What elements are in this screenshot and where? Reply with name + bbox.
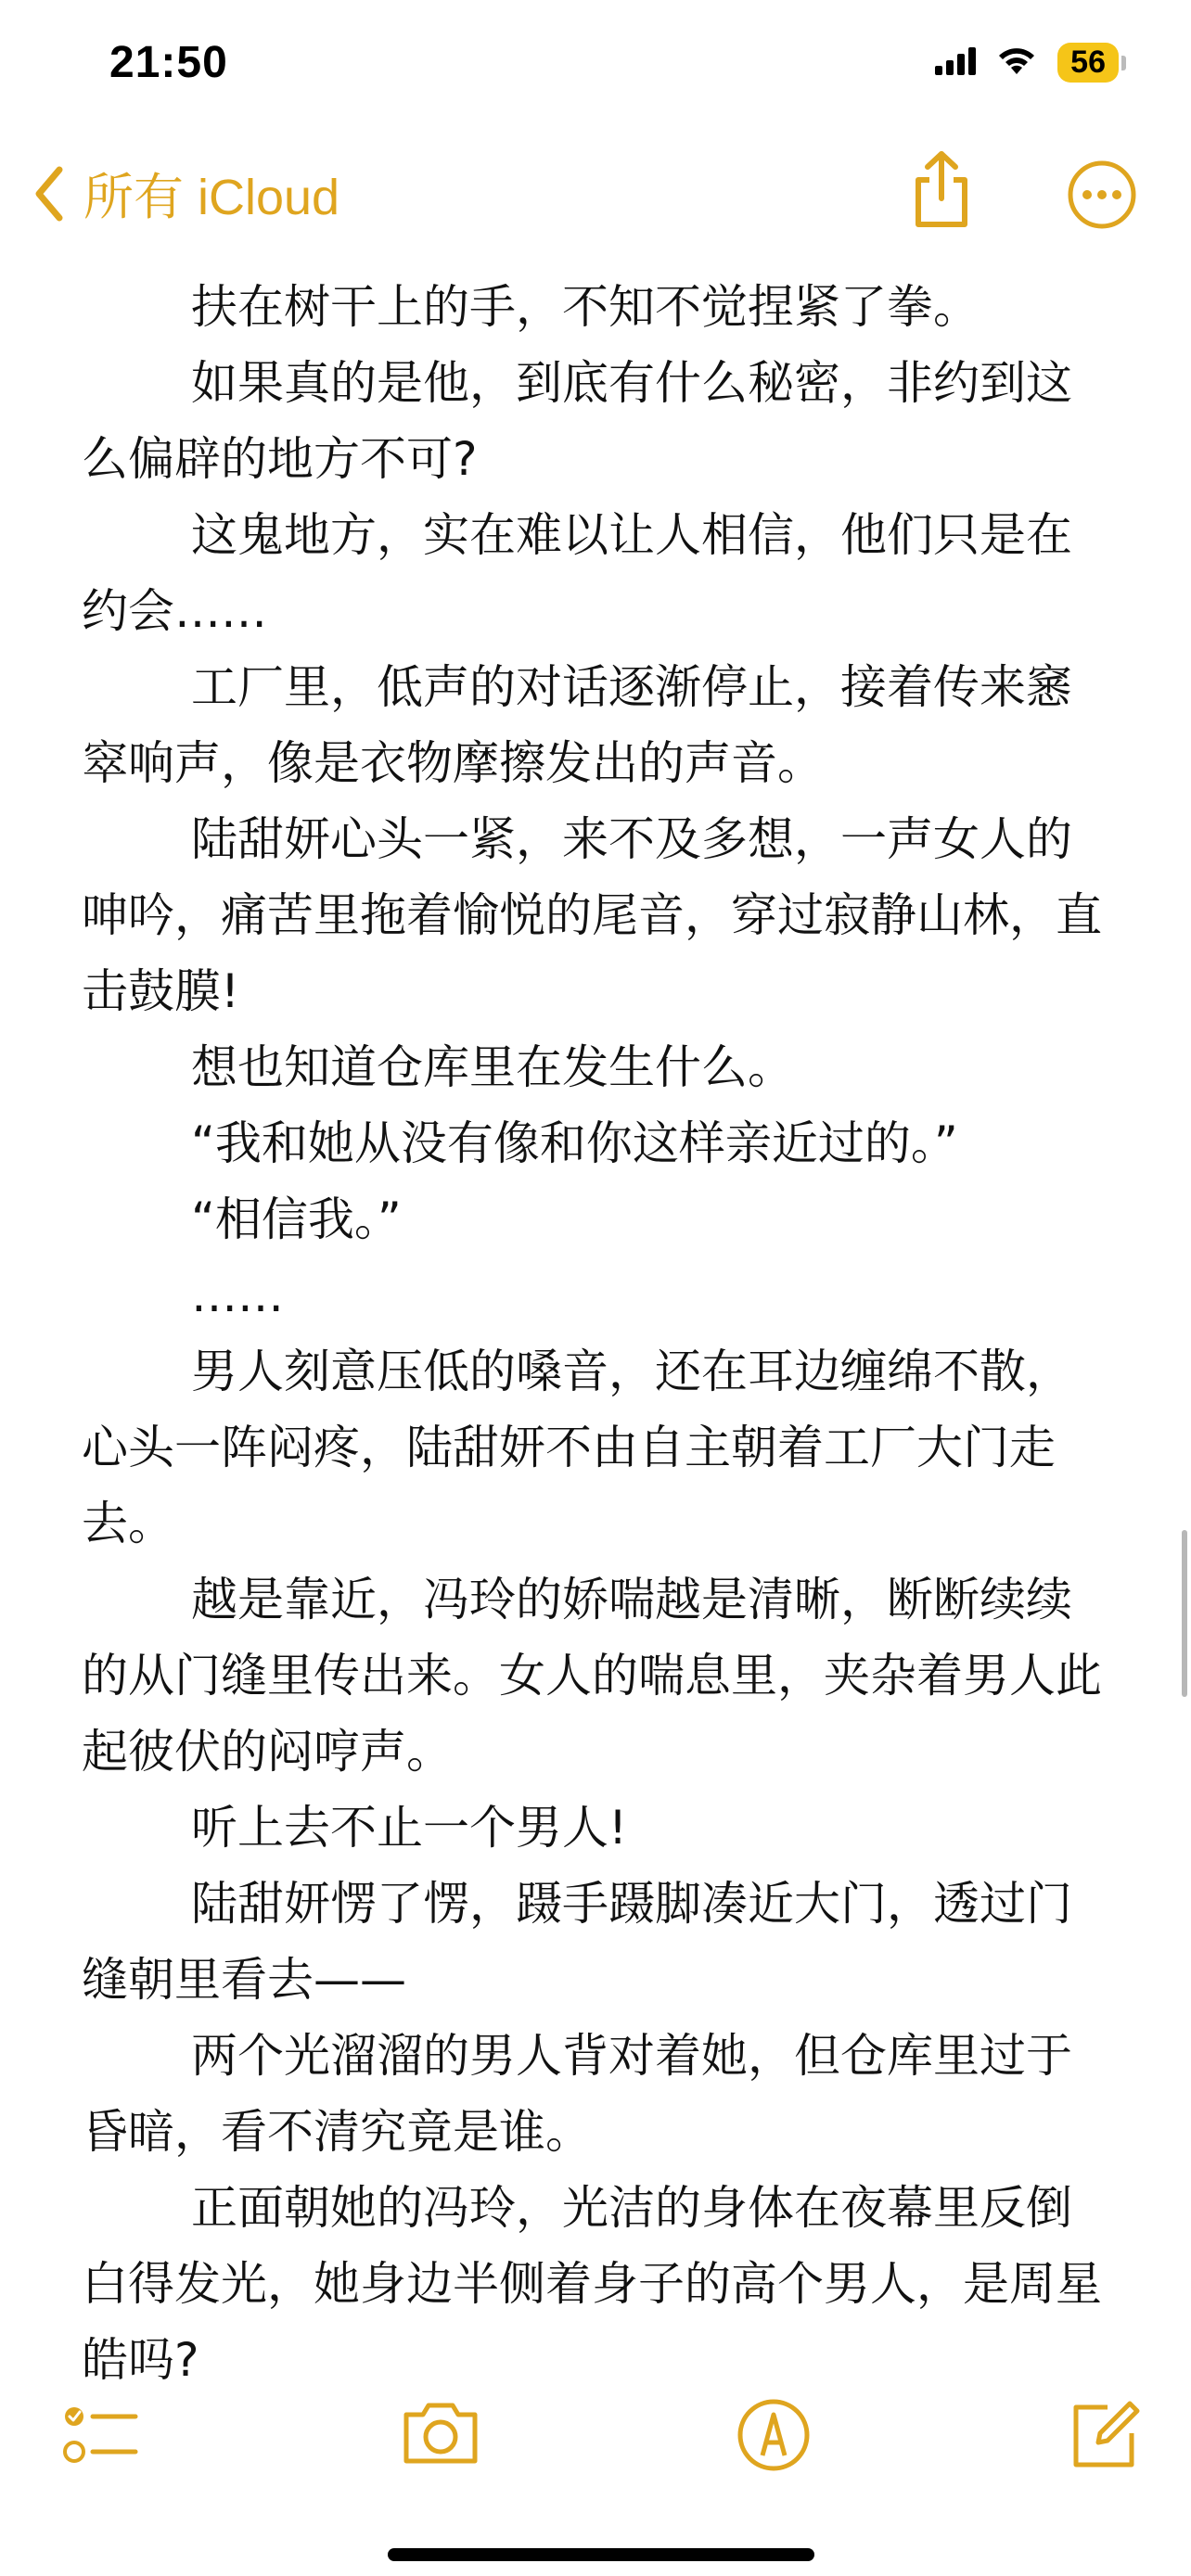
- bottom-toolbar: [0, 2374, 1191, 2504]
- markup-button[interactable]: [735, 2396, 813, 2478]
- status-time: 21:50: [109, 38, 228, 87]
- chevron-left-icon: [33, 166, 65, 222]
- home-indicator[interactable]: [388, 2548, 814, 2561]
- status-bar: [0, 0, 1191, 130]
- status-icons: [935, 43, 1119, 83]
- note-paragraph: 陆甜妍心头一紧，来不及多想，一声女人的呻吟，痛苦里拖着愉悦的尾音，穿过寂静山林，直击鼓膜!: [82, 812, 1102, 1018]
- note-paragraph: 这鬼地方，实在难以让人相信，他们只是在约会……: [82, 508, 1072, 638]
- back-label: 所有 iCloud: [83, 170, 340, 225]
- signal-icon: [935, 47, 976, 79]
- nav-bar: [0, 130, 1191, 250]
- note-paragraph: 想也知道仓库里在发生什么。: [191, 1040, 794, 1094]
- note-paragraph: “我和她从没有像和你这样亲近过的。”: [191, 1116, 958, 1170]
- note-paragraph: 两个光溜溜的男人背对着她，但仓库里过于昏暗，看不清究竟是谁。: [82, 2029, 1072, 2159]
- note-paragraph: 如果真的是他，到底有什么秘密，非约到这么偏辟的地方不可?: [82, 356, 1072, 486]
- more-icon: [1067, 216, 1137, 234]
- back-button[interactable]: [33, 158, 339, 229]
- note-paragraph: 越是靠近，冯玲的娇喘越是清晰，断断续续的从门缝里传出来。女人的喘息里，夹杂着男人此起彼伏的闷哼声。: [82, 1573, 1102, 1779]
- share-icon: [909, 214, 974, 232]
- compose-button[interactable]: [1065, 2396, 1143, 2478]
- share-button[interactable]: [909, 150, 974, 232]
- scroll-indicator[interactable]: [1182, 1530, 1187, 1697]
- battery-icon: 56: [1057, 43, 1119, 83]
- camera-button[interactable]: [399, 2396, 482, 2474]
- note-paragraph: 男人刻意压低的嗓音，还在耳边缠绵不散，心头一阵闷疼，陆甜妍不由自主朝着工厂大门走去。: [82, 1345, 1072, 1550]
- checklist-button[interactable]: [61, 2396, 139, 2478]
- note-paragraph: 扶在树干上的手，不知不觉捏紧了拳。: [191, 280, 980, 334]
- note-paragraph: 陆甜妍愣了愣，蹑手蹑脚凑近大门，透过门缝朝里看去——: [82, 1877, 1072, 2007]
- note-paragraph: 听上去不止一个男人!: [191, 1801, 628, 1855]
- note-paragraph: ……: [191, 1269, 284, 1322]
- camera-icon: [399, 2456, 482, 2474]
- note-paragraph: 工厂里，低声的对话逐渐停止，接着传来窸窣响声，像是衣物摩擦发出的声音。: [82, 660, 1072, 790]
- wifi-icon: [996, 46, 1037, 80]
- markup-icon: [735, 2460, 813, 2478]
- compose-icon: [1065, 2460, 1143, 2478]
- note-paragraph: 正面朝她的冯玲，光洁的身体在夜幕里反倒白得发光，她身边半侧着身子的高个男人，是周星皓吗?: [82, 2181, 1102, 2387]
- checklist-icon: [61, 2460, 139, 2478]
- note-paragraph: “相信我。”: [191, 1192, 402, 1246]
- note-body[interactable]: [82, 269, 1111, 2398]
- more-button[interactable]: [1067, 159, 1137, 234]
